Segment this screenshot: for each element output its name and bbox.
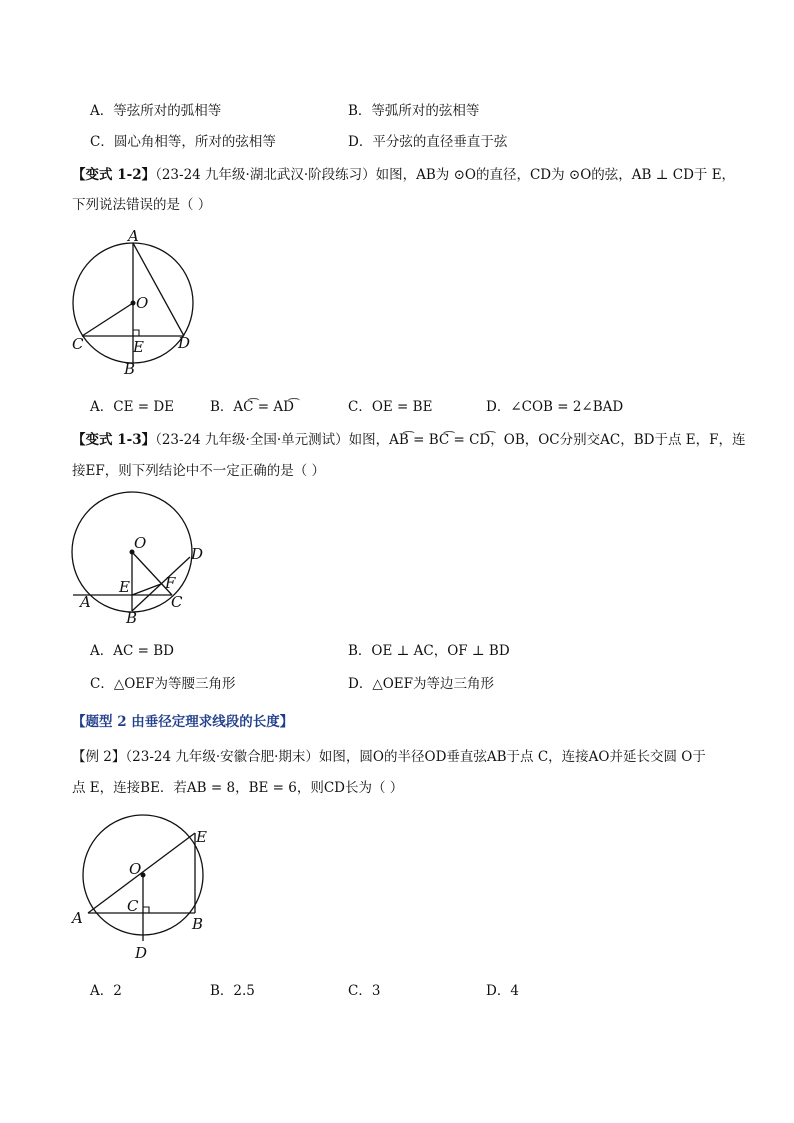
ex2-label-o: O bbox=[129, 860, 142, 878]
v13-option-d: D．△OEF为等边三角形 bbox=[348, 676, 494, 692]
v13-figure bbox=[70, 492, 210, 627]
v12-label-c: C bbox=[72, 335, 84, 353]
v13-question-line2: 接EF，则下列结论中不一定正确的是（ ） bbox=[72, 463, 326, 479]
v13-label-c: C bbox=[171, 593, 183, 611]
v12-label-b: B bbox=[124, 360, 136, 378]
v12-question bbox=[72, 165, 735, 185]
v13-label-e: E bbox=[119, 578, 130, 596]
option-d: D．平分弦的直径垂直于弦 bbox=[348, 134, 508, 150]
v12-tag: 【变式 1-2】 bbox=[72, 167, 156, 183]
v12-question-line2: 下列说法错误的是（ ） bbox=[72, 197, 212, 213]
ex2-label-c: C bbox=[127, 897, 139, 915]
v13-option-b: B．OE ⊥ AC，OF ⊥ BD bbox=[348, 643, 510, 659]
ex2-label-b: B bbox=[192, 915, 204, 933]
v13-option-a: A．AC = BD bbox=[90, 643, 174, 659]
ex2-tag: 【例 2】 bbox=[72, 749, 126, 765]
ex2-option-d: D．4 bbox=[486, 983, 519, 999]
v12-label-d: D bbox=[178, 334, 191, 352]
v12-option-c: C．OE = BE bbox=[348, 399, 433, 415]
ex2-label-e: E bbox=[196, 828, 207, 846]
v12-figure bbox=[70, 228, 200, 378]
ex2-question-line2: 点 E，连接BE．若AB = 8，BE = 6，则CD长为（ ） bbox=[72, 780, 404, 796]
ex2-option-c: C．3 bbox=[348, 983, 381, 999]
v13-label-b: B bbox=[126, 609, 138, 627]
v12-option-a: A．CE = DE bbox=[90, 399, 175, 415]
v13-text: （23-24 九年级·全国·单元测试）如图，AB͡ = BC͡ = CD͡，OB，OC分别交AC，BD于点 E，F，连 bbox=[155, 432, 746, 448]
v12-label-o: O bbox=[136, 294, 149, 312]
ex2-figure bbox=[70, 818, 220, 968]
v13-option-c: C．△OEF为等腰三角形 bbox=[90, 676, 236, 692]
ex2-text: （23-24 九年级·安徽合肥·期末）如图，圆O的半径OD垂直弦AB于点 C，连接AO并延长交圆 O于 bbox=[125, 749, 706, 765]
option-b: B．等弧所对的弦相等 bbox=[348, 103, 480, 119]
v13-tag: 【变式 1-3】 bbox=[72, 432, 156, 448]
v13-label-f: F bbox=[165, 574, 176, 592]
v12-text: （23-24 九年级·湖北武汉·阶段练习）如图，AB为 ⊙O的直径，CD为 ⊙O的弦，AB ⊥ CD于 E， bbox=[155, 167, 736, 183]
ex2-option-a: A．2 bbox=[90, 983, 122, 999]
ex2-question bbox=[72, 747, 706, 767]
ex2-label-d: D bbox=[135, 944, 148, 962]
v13-label-o: O bbox=[134, 534, 147, 552]
v13-label-a: A bbox=[80, 593, 91, 611]
v13-label-d: D bbox=[191, 545, 204, 563]
ex2-label-a: A bbox=[72, 909, 83, 927]
v12-label-e: E bbox=[133, 338, 144, 356]
v12-option-b: B．AC͡ = AD͡ bbox=[210, 399, 294, 415]
v12-label-a: A bbox=[128, 227, 139, 245]
option-c: C．圆心角相等，所对的弦相等 bbox=[90, 134, 276, 150]
ex2-option-b: B．2.5 bbox=[210, 983, 255, 999]
topic2-heading: 【题型 2 由垂径定理求线段的长度】 bbox=[72, 714, 294, 730]
v13-question bbox=[72, 430, 745, 450]
v12-option-d: D．∠COB = 2∠BAD bbox=[486, 399, 624, 415]
option-a: A．等弦所对的弧相等 bbox=[90, 103, 222, 119]
